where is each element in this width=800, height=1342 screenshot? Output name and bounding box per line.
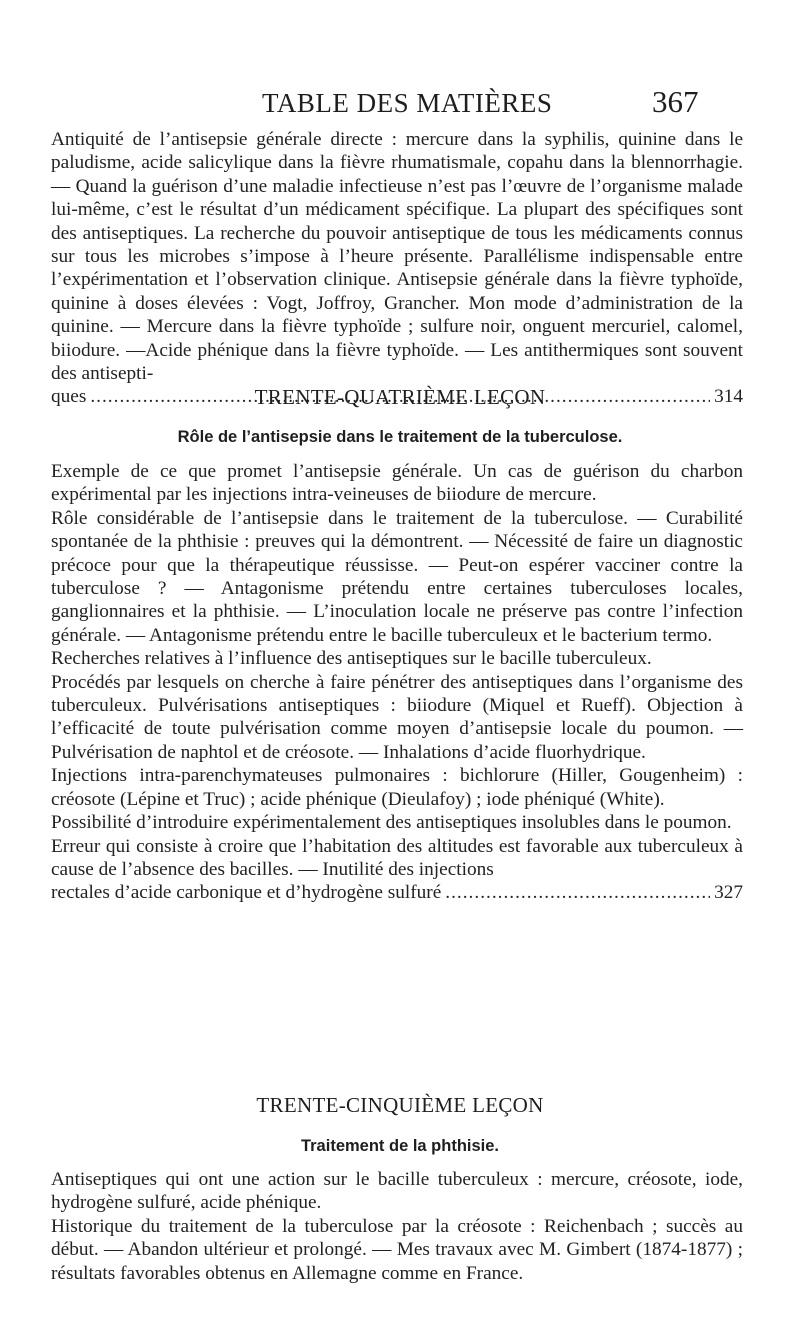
lecon-34-entry: Rôle considérable de l’antisepsie dans le traitement de la tuberculose. — Curabilité spontanée de la phthisie : preuves qui la démontrent. — Nécessité de faire un diagnostic précoce pour que la thérapeutique réussisse. — Peut-on espérer vacciner contre la tuberculose ? — Antagonisme prétendu entre certaines tuberculoses locales, ganglionnaires et la phthisie. — L’inoculation locale ne préserve pas contre l’infection générale. — Antagonisme prétendu entre le bacille tuberculeux et le bacterium termo. — [51, 507, 743, 646]
page-number: 367 — [652, 84, 699, 119]
lecon-34-entry: Procédés par lesquels on cherche à faire pénétrer des antiseptiques dans l’organisme des tuberculeux. Pulvérisations antiseptiques : biiodure (Miquel et Rueff). Objection à l’efficacité de toute pulvérisation comme moyen d’antisepsie locale du poumon. — Pulvérisation de naphtol et de créosote. — Inhalations d’acide fluorhydrique. — [51, 671, 743, 763]
lecon-34-subtitle: Rôle de l’antisepsie dans le traitement de la tuberculose. — [177, 428, 623, 446]
toc-page-ref: 314 — [714, 386, 743, 408]
lecon-34-entry: Erreur qui consiste à croire que l’habitation des altitudes est favorable aux tuberculeux à cause de l’absence des bacilles. — Inutilité des injections — [51, 835, 743, 880]
lecon-34-entry: Exemple de ce que promet l’antisepsie générale. Un cas de guérison du charbon expérimental par les injections intra-veineuses de biiodure de mercure. — [51, 461, 743, 506]
lecon-34-contents — [51, 460, 743, 905]
lecon-35-entry: Antiseptiques qui ont une action sur le bacille tuberculeux : mercure, créosote, iode, hydrogène sulfuré, acide phénique. — [51, 1169, 743, 1214]
toc-page-ref: 327 — [714, 882, 743, 904]
lecon-34-entry: Injections intra-parenchymateuses pulmonaires : bichlorure (Hiller, Gougenheim) : créosote (Lépine et Truc) ; acide phénique (Dieulafoy) ; iode phéniqué (White). — [51, 765, 743, 810]
lecon-34-entry: Possibilité d’introduire expérimentalement des antiseptiques insolubles dans le poumon. — [51, 812, 732, 834]
toc-leader-line — [51, 881, 743, 904]
lecon-34-entry: Recherches relatives à l’influence des antiseptiques sur le bacille tuberculeux. — [51, 648, 652, 670]
toc-last-line: ques — [51, 386, 87, 408]
lecon-35-contents — [51, 1168, 743, 1285]
lecon-35-entry: Historique du traitement de la tuberculose par la créosote : Reichenbach ; succès au début. — Abandon ultérieur et prolongé. — Mes travaux avec M. Gimbert (1874-1877) ; résultats favorables obtenus en Allemagne comme en France. — [51, 1215, 743, 1284]
dot-leader — [445, 881, 710, 904]
lecon-35-subtitle: Traitement de la phthisie. — [300, 1137, 500, 1155]
running-title: TABLE DES MATIÈRES — [262, 88, 553, 118]
lecon-35-title: TRENTE-CINQUIÈME LEÇON — [256, 1093, 544, 1117]
summary-paragraph: Antiquité de l’antisepsie générale directe : mercure dans la syphilis, quinine dans le paludisme, acide salicylique dans la fièvre rhumatismale, copahu dans la blennorrhagie. — Quand la guérison d’une maladie infectieuse n’est pas l’œuvre de l’organisme malade lui-même, c’est le résultat d’un médicament spécifique. La plupart des spécifiques sont des antiseptiques. La recherche du pouvoir antiseptique de tous les médicaments connus sur tous les microbes s’impose à l’heure présente. Parallélisme indispensable entre l’expérimentation et l’observation clinique. Antisepsie générale dans la fièvre typhoïde, quinine à doses élevées : Vogt, Joffroy, Grancher. Mon mode d’administration de la quinine. — Mercure dans la fièvre typhoïde ; sulfure noir, onguent mercuriel, calomel, biiodure. —Acide phénique dans la fièvre typhoïde. — Les antithermiques sont souvent des antisepti- — [51, 129, 743, 385]
toc-last-line: rectales d’acide carbonique et d’hydrogène sulfuré — [51, 882, 442, 904]
lecon-34-title: TRENTE-QUATRIÈME LEÇON — [254, 385, 546, 409]
running-header — [0, 84, 800, 122]
toc-entry-lecon-33-summary — [51, 128, 743, 409]
